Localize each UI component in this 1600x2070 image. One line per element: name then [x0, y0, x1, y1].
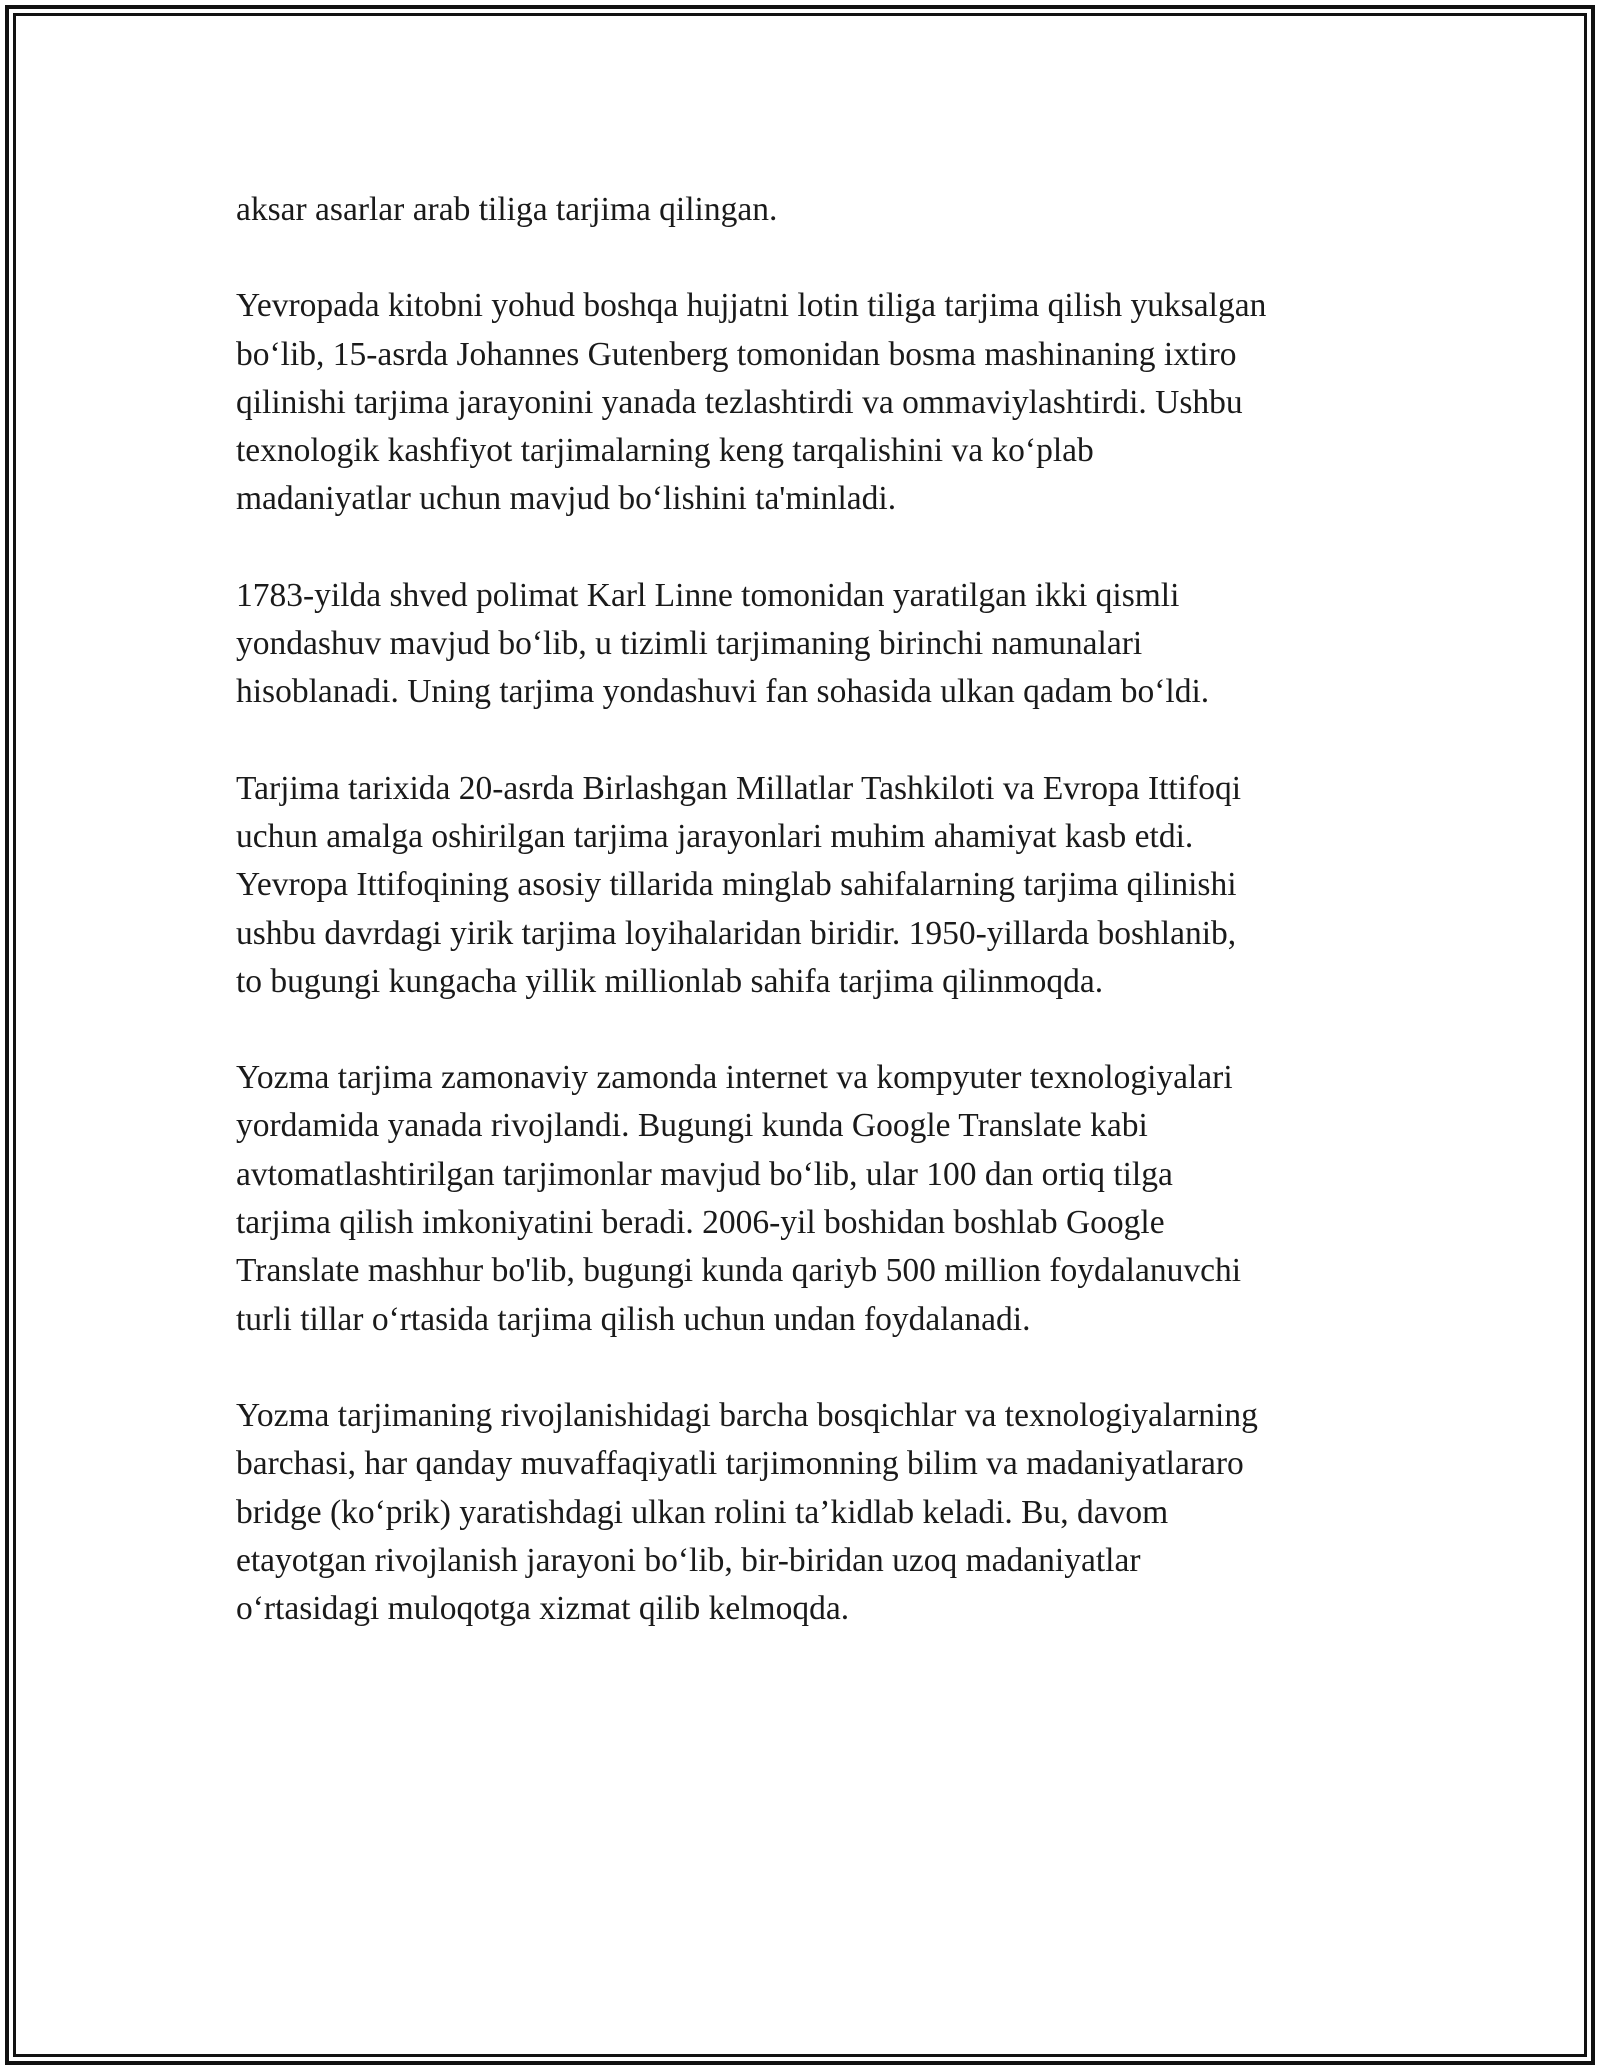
text-line: yordamida yanada rivojlandi. Bugungi kunda Google Translate kabi [236, 1107, 1148, 1145]
paragraph-4 [236, 765, 1386, 1006]
text-line: Yozma tarjimaning rivojlanishidagi barcha bosqichlar va texnologiyalarning [236, 1396, 1258, 1434]
text-line: barchasi, har qanday muvaffaqiyatli tarjimonning bilim va madaniyatlararo [236, 1445, 1244, 1483]
paragraph-6 [236, 1392, 1386, 1633]
text-line: aksar asarlar arab tiliga tarjima qilingan. [236, 191, 778, 228]
text-line: ushbu davrdagi yirik tarjima loyihalaridan biridir. 1950-yillarda boshlanib, [236, 914, 1237, 952]
text-line: Yevropa Ittifoqining asosiy tillarida minglab sahifalarning tarjima qilinishi [236, 866, 1237, 904]
paragraph-2 [236, 282, 1386, 523]
text-line: turli tillar o‘rtasida tarjima qilish uchun undan foydalanadi. [236, 1300, 1031, 1338]
paragraph-3 [236, 572, 1386, 717]
text-line: etayotgan rivojlanish jarayoni bo‘lib, bir-biridan uzoq madaniyatlar [236, 1541, 1141, 1579]
text-line: tarjima qilish imkoniyatini beradi. 2006-yil boshidan boshlab Google [236, 1204, 1165, 1242]
text-line: hisoblanadi. Uning tarjima yondashuvi fan sohasida ulkan qadam bo‘ldi. [236, 673, 1210, 711]
text-line: bo‘lib, 15-asrda Johannes Gutenberg tomonidan bosma mashinaning ixtiro [236, 335, 1237, 373]
text-line: avtomatlashtirilgan tarjimonlar mavjud bo‘lib, ular 100 dan ortiq tilga [236, 1155, 1173, 1193]
paragraph-1 [236, 186, 1386, 234]
text-line: qilinishi tarjima jarayonini yanada tezlashtirdi va ommaviylashtirdi. Ushbu [236, 383, 1243, 421]
paragraph-5 [236, 1054, 1386, 1344]
text-line: yondashuv mavjud bo‘lib, u tizimli tarjimaning birinchi namunalari [236, 625, 1143, 663]
text-line: o‘rtasidagi muloqotga xizmat qilib kelmoqda. [236, 1590, 850, 1628]
text-line: to bugungi kungacha yillik millionlab sahifa tarjima qilinmoqda. [236, 962, 1104, 1000]
text-line: Tarjima tarixida 20-asrda Birlashgan Millatlar Tashkiloti va Evropa Ittifoqi [236, 769, 1241, 807]
document-body [236, 186, 1386, 1681]
text-line: uchun amalga oshirilgan tarjima jarayonlari muhim ahamiyat kasb etdi. [236, 817, 1194, 855]
text-line: texnologik kashfiyot tarjimalarning keng tarqalishini va ko‘plab [236, 432, 1094, 470]
text-line: bridge (ko‘prik) yaratishdagi ulkan rolini ta’kidlab keladi. Bu, davom [236, 1493, 1169, 1531]
text-line: madaniyatlar uchun mavjud bo‘lishini ta'minladi. [236, 480, 897, 518]
text-line: Translate mashhur bo'lib, bugungi kunda qariyb 500 million foydalanuvchi [236, 1252, 1242, 1290]
text-line: Yozma tarjima zamonaviy zamonda internet va kompyuter texnologiyalari [236, 1059, 1233, 1097]
text-line: 1783-yilda shved polimat Karl Linne tomonidan yaratilgan ikki qismli [236, 576, 1180, 614]
text-line: Yevropada kitobni yohud boshqa hujjatni lotin tiliga tarjima qilish yuksalgan [236, 287, 1267, 325]
